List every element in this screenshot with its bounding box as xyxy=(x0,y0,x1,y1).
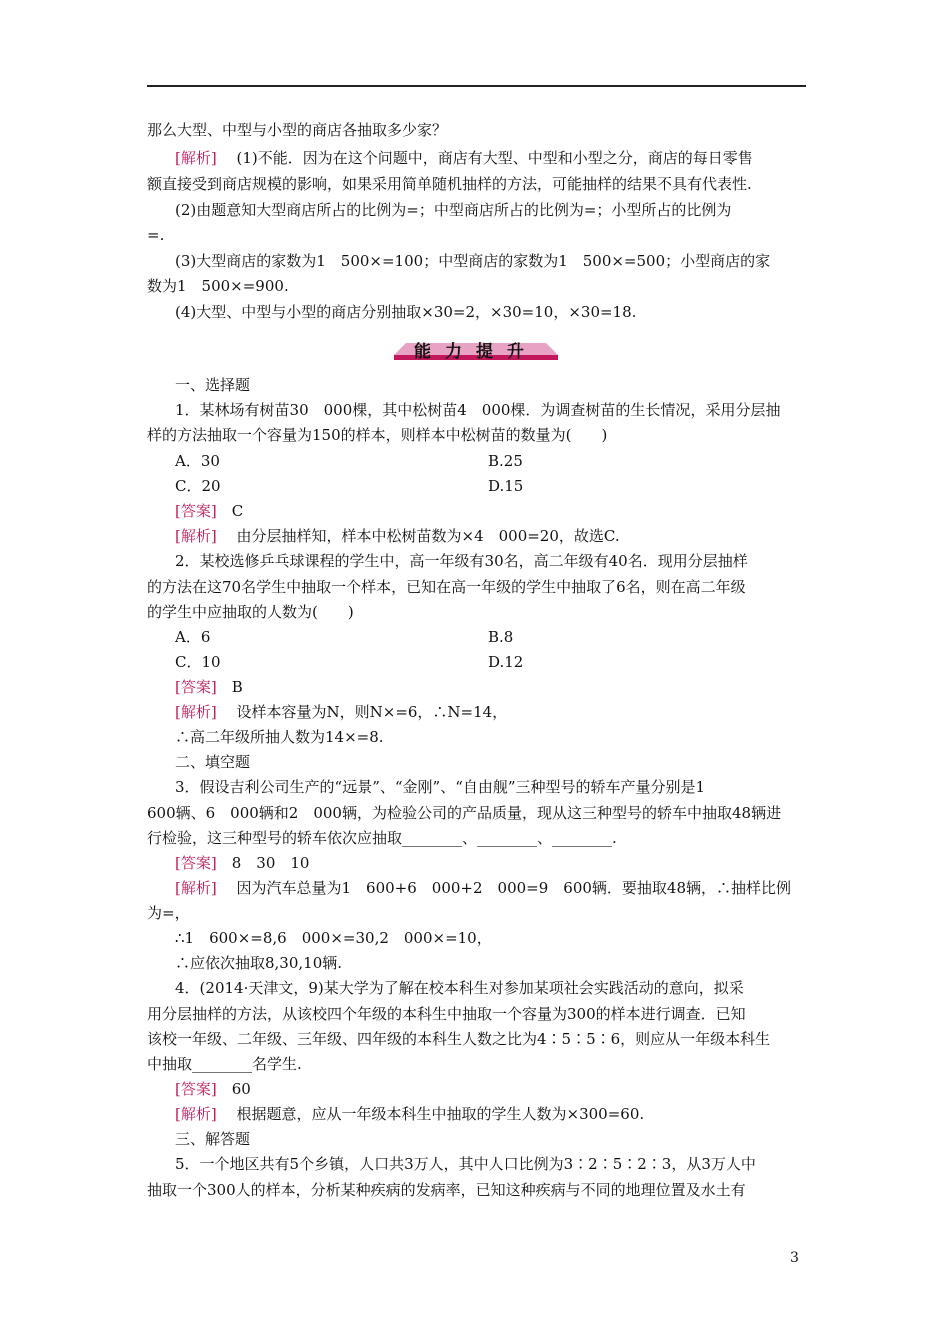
question-line: 600辆、6 000辆和2 000辆，为检验公司的产品质量，现从这三种型号的轿车中抽取48辆进 xyxy=(147,804,782,822)
text-line: (2)由题意知大型商店所占的比例为=；中型商店所占的比例为=；小型所占的比例为 xyxy=(175,201,732,219)
analysis-tag: [解析] xyxy=(175,1105,217,1123)
text-line: 那么大型、中型与小型的商店各抽取多少家？ xyxy=(147,121,448,139)
analysis-tag: [解析] xyxy=(175,149,217,167)
text-line: ∴1 600×=8,6 000×=30,2 000×=10， xyxy=(175,929,492,947)
section-heading: 一、选择题 xyxy=(175,376,251,394)
question-line: 4．(2014·天津文，9)某大学为了解在校本科生对参加某项社会实践活动的意向，拟采 xyxy=(175,979,744,997)
text-line: 额直接受到商店规模的影响，如果采用简单随机抽样的方法，可能抽样的结果不具有代表性. xyxy=(147,175,752,193)
section-heading: 二、填空题 xyxy=(175,753,251,771)
text-line: =. xyxy=(147,226,165,244)
option-c: C．20 xyxy=(175,477,221,495)
header-rule xyxy=(147,85,806,87)
answer-line xyxy=(175,675,855,699)
analysis-line xyxy=(175,146,855,170)
question-line: 样的方法抽取一个容量为150的样本，则样本中松树苗的数量为( ) xyxy=(147,426,608,444)
analysis-text: 因为汽车总量为1 600+6 000+2 000=9 600辆．要抽取48辆，∴抽样比例 xyxy=(236,879,791,897)
answer-line xyxy=(175,1077,855,1101)
question-line: 用分层抽样的方法，从该校四个年级的本科生中抽取一个容量为300的样本进行调查．已知 xyxy=(147,1005,746,1023)
option-b: B.8 xyxy=(488,628,514,646)
answer-line xyxy=(175,851,855,875)
question-line: 抽取一个300人的样本，分析某种疾病的发病率，已知这种疾病与不同的地理位置及水土有 xyxy=(147,1181,746,1199)
answer-tag: [答案] xyxy=(175,678,217,696)
page-number: 3 xyxy=(790,1250,799,1266)
text-line: (4)大型、中型与小型的商店分别抽取×30=2，×30=10，×30=18. xyxy=(175,303,637,321)
option-d: D.15 xyxy=(488,477,524,495)
question-line: 1．某林场有树苗30 000棵，其中松树苗4 000棵．为调查树苗的生长情况，采用分层抽 xyxy=(175,401,781,419)
question-line: 的学生中应抽取的人数为( ) xyxy=(147,603,354,621)
analysis-tag: [解析] xyxy=(175,527,217,545)
question-line: 5．一个地区共有5个乡镇，人口共3万人，其中人口比例为3∶2∶5∶2∶3，从3万人中 xyxy=(175,1155,756,1173)
option-b: B.25 xyxy=(488,452,523,470)
question-line: 3．假设吉利公司生产的“远景”、“金刚”、“自由舰”三种型号的轿车产量分别是1 xyxy=(175,778,706,796)
text-line: (1)不能．因为在这个问题中，商店有大型、中型和小型之分，商店的每日零售 xyxy=(236,149,753,167)
option-d: D.12 xyxy=(488,653,524,671)
analysis-line xyxy=(175,876,855,900)
answer-tag: [答案] xyxy=(175,854,217,872)
text-line: (3)大型商店的家数为1 500×=100；中型商店的家数为1 500×=500；小型商店的家 xyxy=(175,252,771,270)
analysis-line xyxy=(175,1102,855,1126)
text-line: ∴应依次抽取8,30,10辆. xyxy=(175,954,343,972)
section-banner xyxy=(386,333,566,363)
question-line: 行检验，这三种型号的轿车依次应抽取________、________、________. xyxy=(147,829,617,847)
question-line: 中抽取________名学生. xyxy=(147,1055,302,1073)
answer-line xyxy=(175,499,855,523)
analysis-tag: [解析] xyxy=(175,879,217,897)
banner-title: 能力提升 xyxy=(414,342,538,362)
analysis-tag: [解析] xyxy=(175,703,217,721)
option-a: A．6 xyxy=(175,628,211,646)
analysis-text: 设样本容量为N，则N×=6，∴N=14， xyxy=(236,703,508,721)
analysis-line xyxy=(175,524,855,548)
option-a: A．30 xyxy=(175,452,220,470)
answer-value: 60 xyxy=(231,1080,251,1098)
analysis-text: 根据题意，应从一年级本科生中抽取的学生人数为×300=60. xyxy=(236,1105,645,1123)
text-line: ∴高二年级所抽人数为14×=8. xyxy=(175,728,384,746)
analysis-text: 由分层抽样知，样本中松树苗数为×4 000=20，故选C. xyxy=(236,527,620,545)
answer-value: C xyxy=(231,502,244,520)
text-line: 数为1 500×=900. xyxy=(147,277,289,295)
answer-value: B xyxy=(231,678,243,696)
answer-tag: [答案] xyxy=(175,502,217,520)
option-c: C．10 xyxy=(175,653,221,671)
answer-tag: [答案] xyxy=(175,1080,217,1098)
text-line: 为=， xyxy=(147,904,190,922)
section-heading: 三、解答题 xyxy=(175,1130,251,1148)
answer-value: 8 30 10 xyxy=(231,854,310,872)
question-line: 2．某校选修乒乓球课程的学生中，高一年级有30名，高二年级有40名．现用分层抽样 xyxy=(175,552,748,570)
analysis-line xyxy=(175,700,855,724)
question-line: 的方法在这70名学生中抽取一个样本，已知在高一年级的学生中抽取了6名，则在高二年级 xyxy=(147,578,746,596)
question-line: 该校一年级、二年级、三年级、四年级的本科生人数之比为4∶5∶5∶6，则应从一年级本科生 xyxy=(147,1030,771,1048)
